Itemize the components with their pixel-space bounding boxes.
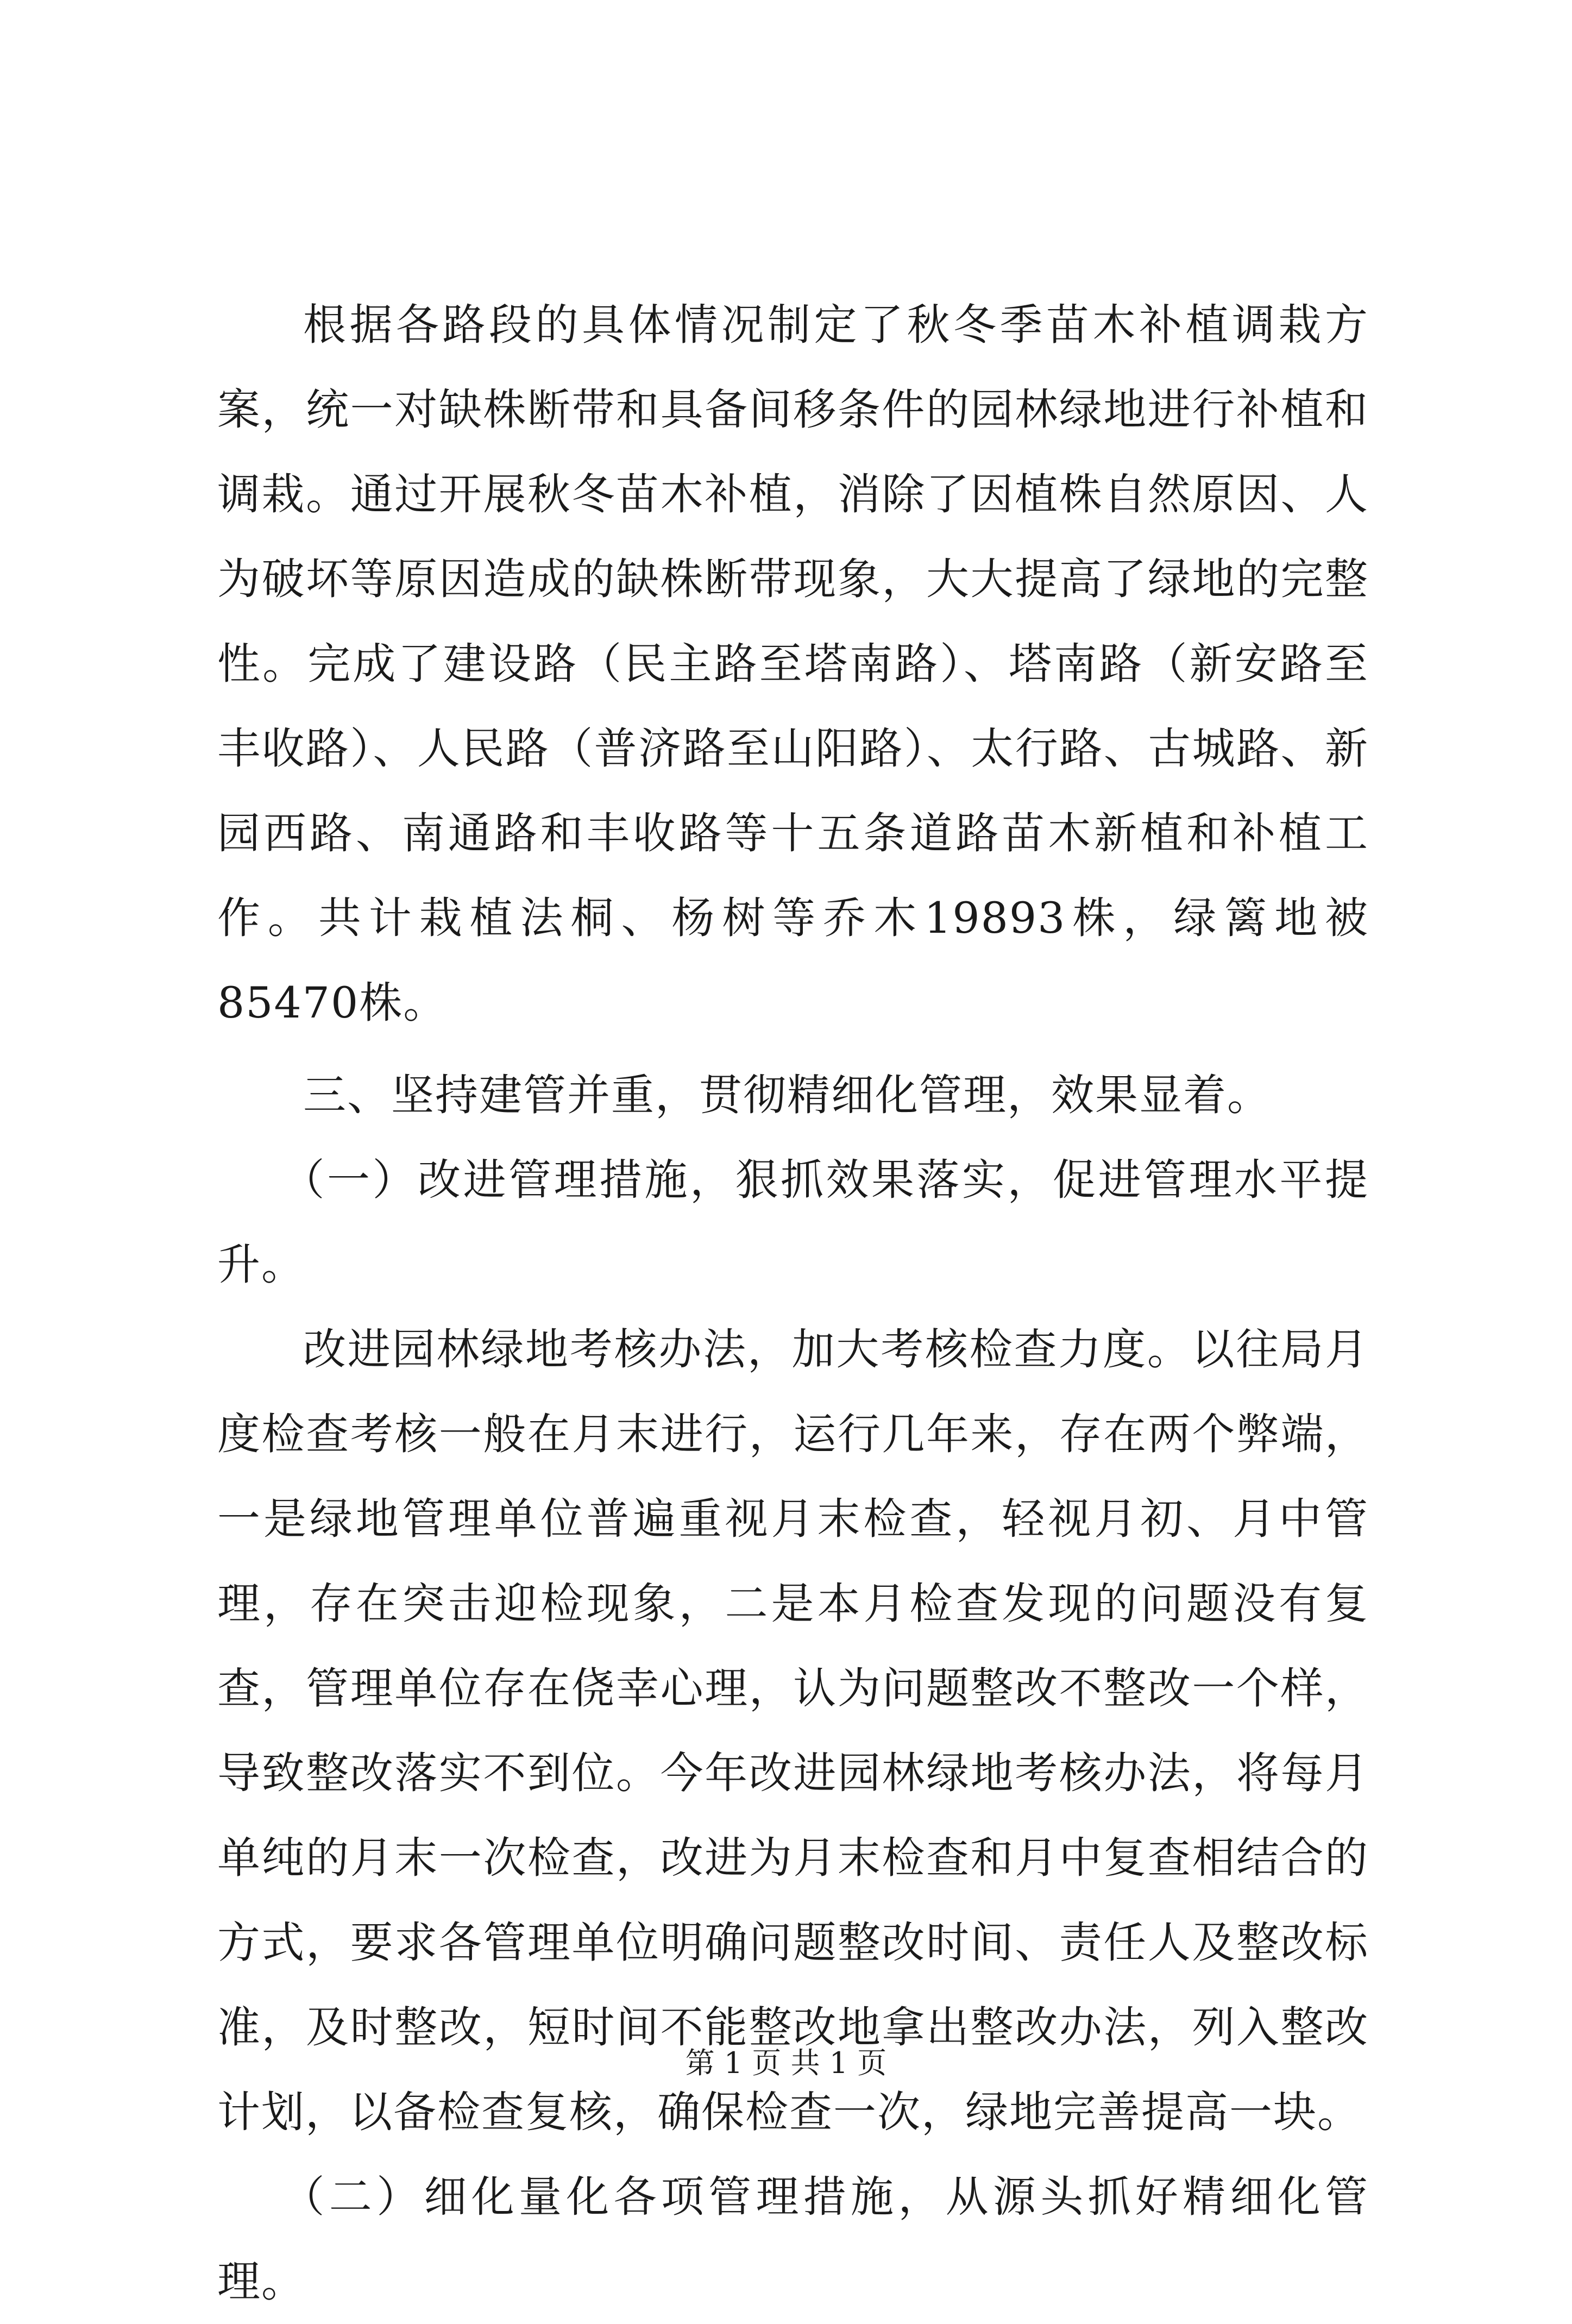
paragraph-assessment-method: 改进园林绿地考核办法，加大考核检查力度。以往局月度检查考核一般在月末进行，运行几年来，存在两个弊端，一是绿地管理单位普遍重视月末检查，轻视月初、月中管理，存在突击迎检现象，二是本月检查发现的问题没有复查，管理单位存在侥幸心理，认为问题整改不整改一个样，导致整改落实不到位。今年改进园林绿地考核办法，将每月单纯的月末一次检查，改进为月末检查和月中复查相结合的方式，要求各管理单位明确问题整改时间、责任人及整改标准，及时整改，短时间不能整改地拿出整改办法，列入整改计划，以备检查复核，确保检查一次，绿地完善提高一块。 [217,1324,1369,2137]
document-body [217,282,1369,2324]
page-footer: 第 1 页 共 1 页 [685,2046,887,2080]
subheading-one: （一）改进管理措施，狠抓效果落实，促进管理水平提升。 [217,1155,1369,1290]
paragraph-seedling-replanting: 根据各路段的具体情况制定了秋冬季苗木补植调栽方案，统一对缺株断带和具备间移条件的园林绿地进行补植和调栽。通过开展秋冬苗木补植，消除了因植株自然原因、人为破坏等原因造成的缺株断带现象，大大提高了绿地的完整性。完成了建设路（民主路至塔南路）、塔南路（新安路至丰收路）、人民路（普济路至山阳路）、太行路、古城路、新园西路、南通路和丰收路等十五条道路苗木新植和补植工作。共计栽植法桐、杨树等乔木19893株，绿篱地被85470株。 [217,300,1369,1028]
subheading-two: （二）细化量化各项管理措施，从源头抓好精细化管理。 [217,2172,1369,2307]
section-heading-three: 三、坚持建管并重，贯彻精细化管理，效果显着。 [303,1070,1271,1120]
